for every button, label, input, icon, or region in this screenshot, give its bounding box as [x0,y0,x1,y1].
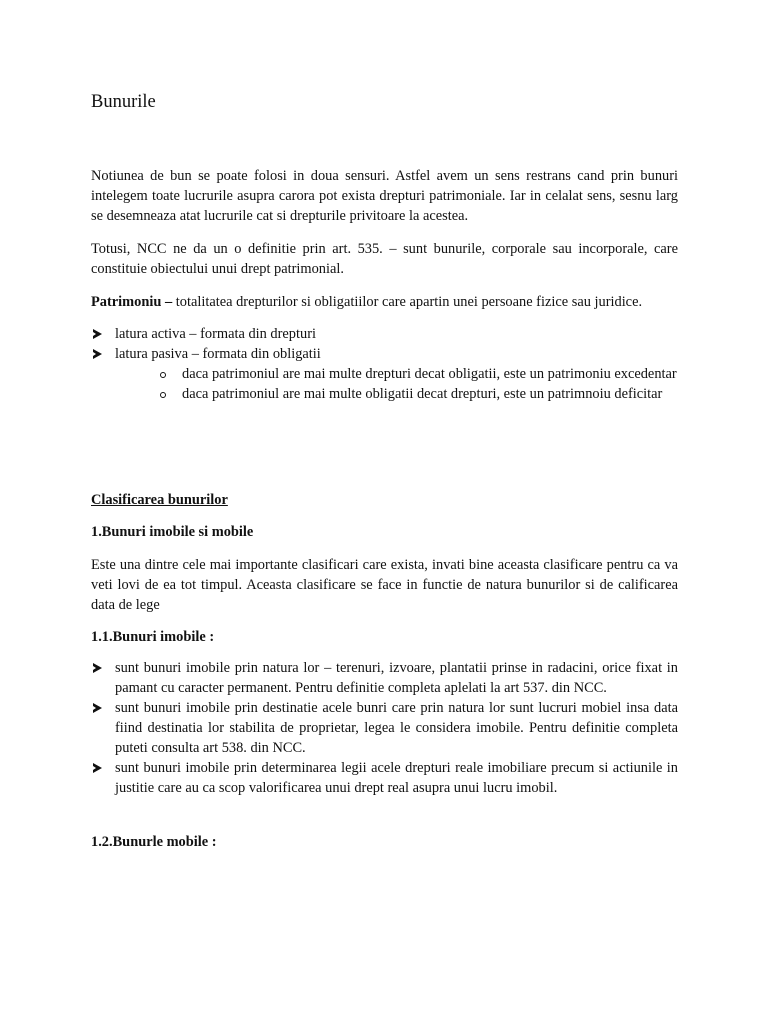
classification-heading-block [91,490,678,510]
section-1-heading: 1.Bunuri imobile si mobile [91,524,254,540]
intro-paragraph-1 [91,166,678,226]
section-1-2-heading-block [91,832,678,852]
list-item [91,344,678,404]
patrimoniu-list [91,324,678,404]
list-item-text: latura activa – formata din drepturi [115,326,316,342]
sub-list-item [156,364,678,384]
section-1-text: Este una dintre cele mai importante clasificari care exista, invati bine aceasta clasificare pentru ca va veti lovi de ea tot timpul. Aceasta clasificare se face in functie de natura bunurilor si de calificarea data de lege [91,557,678,613]
arrow-bullet-icon [93,349,102,359]
sub-list-item-text: daca patrimoniul are mai multe drepturi decat obligatii, este un patrimoniu excedentar [182,366,677,382]
list-item [91,658,678,698]
list-item [91,324,678,344]
intro-paragraph-2 [91,239,678,279]
classification-heading: Clasificarea bunurilor [91,492,228,508]
list-item-text: sunt bunuri imobile prin determinarea legii acele drepturi reale imobiliare precum si actiunile in justitie care au ca scop valorificarea unui drept real asupra unui lucru imobil. [115,760,678,796]
intro-text-2: Totusi, NCC ne da un o definitie prin art. 535. – sunt bunurile, corporale sau incorporale, care constituie obiectului unui drept patrimonial. [91,241,678,277]
section-1-1-heading-block [91,627,678,647]
page-title: Bunurile [91,92,156,112]
list-item-text: sunt bunuri imobile prin natura lor – terenuri, izvoare, plantatii prinse in radacini, orice fixat in pamant cu caracter permanent. Pentru definitie completa aplelati la art 537. din NCC. [115,660,678,696]
section-1-1-heading: 1.1.Bunuri imobile : [91,629,215,645]
patrimoniu-text: totalitatea drepturilor si obligatiilor care apartin unei persoane fizice sau juridice. [172,294,643,310]
list-item [91,698,678,758]
list-item [91,758,678,798]
section-1-heading-block [91,522,678,542]
circle-bullet-icon [160,392,166,398]
list-item-text: sunt bunuri imobile prin destinatie acele bunri care prin natura lor sunt lucruri mobiel insa data fiind destinatia lor stabilita de proprietar, legea le considera imobile. Pentru definitie completa puteti consulta art 538. din NCC. [115,700,678,756]
arrow-bullet-icon [93,763,102,773]
imobile-list [91,658,678,798]
circle-bullet-icon [160,372,166,378]
section-1-2-heading: 1.2.Bunurle mobile : [91,834,217,850]
arrow-bullet-icon [93,703,102,713]
arrow-bullet-icon [93,329,102,339]
arrow-bullet-icon [93,663,102,673]
patrimoniu-label: Patrimoniu – [91,294,173,310]
intro-text-1: Notiunea de bun se poate folosi in doua sensuri. Astfel avem un sens restrans cand prin bunuri intelegem toate lucrurile asupra carora pot exista drepturi patrimoniale. Iar in celalat sens, sesnu larg se desemneaza atat lucrurile cat si drepturile privitoare la acestea. [91,168,678,224]
sub-list-item [156,384,678,404]
patrimoniu-paragraph [91,292,678,312]
section-1-paragraph [91,555,678,615]
sub-list-item-text: daca patrimoniul are mai multe obligatii decat drepturi, este un patrimnoiu deficitar [182,386,663,402]
list-item-text: latura pasiva – formata din obligatii [115,346,321,362]
patrimoniu-definition [91,292,678,312]
